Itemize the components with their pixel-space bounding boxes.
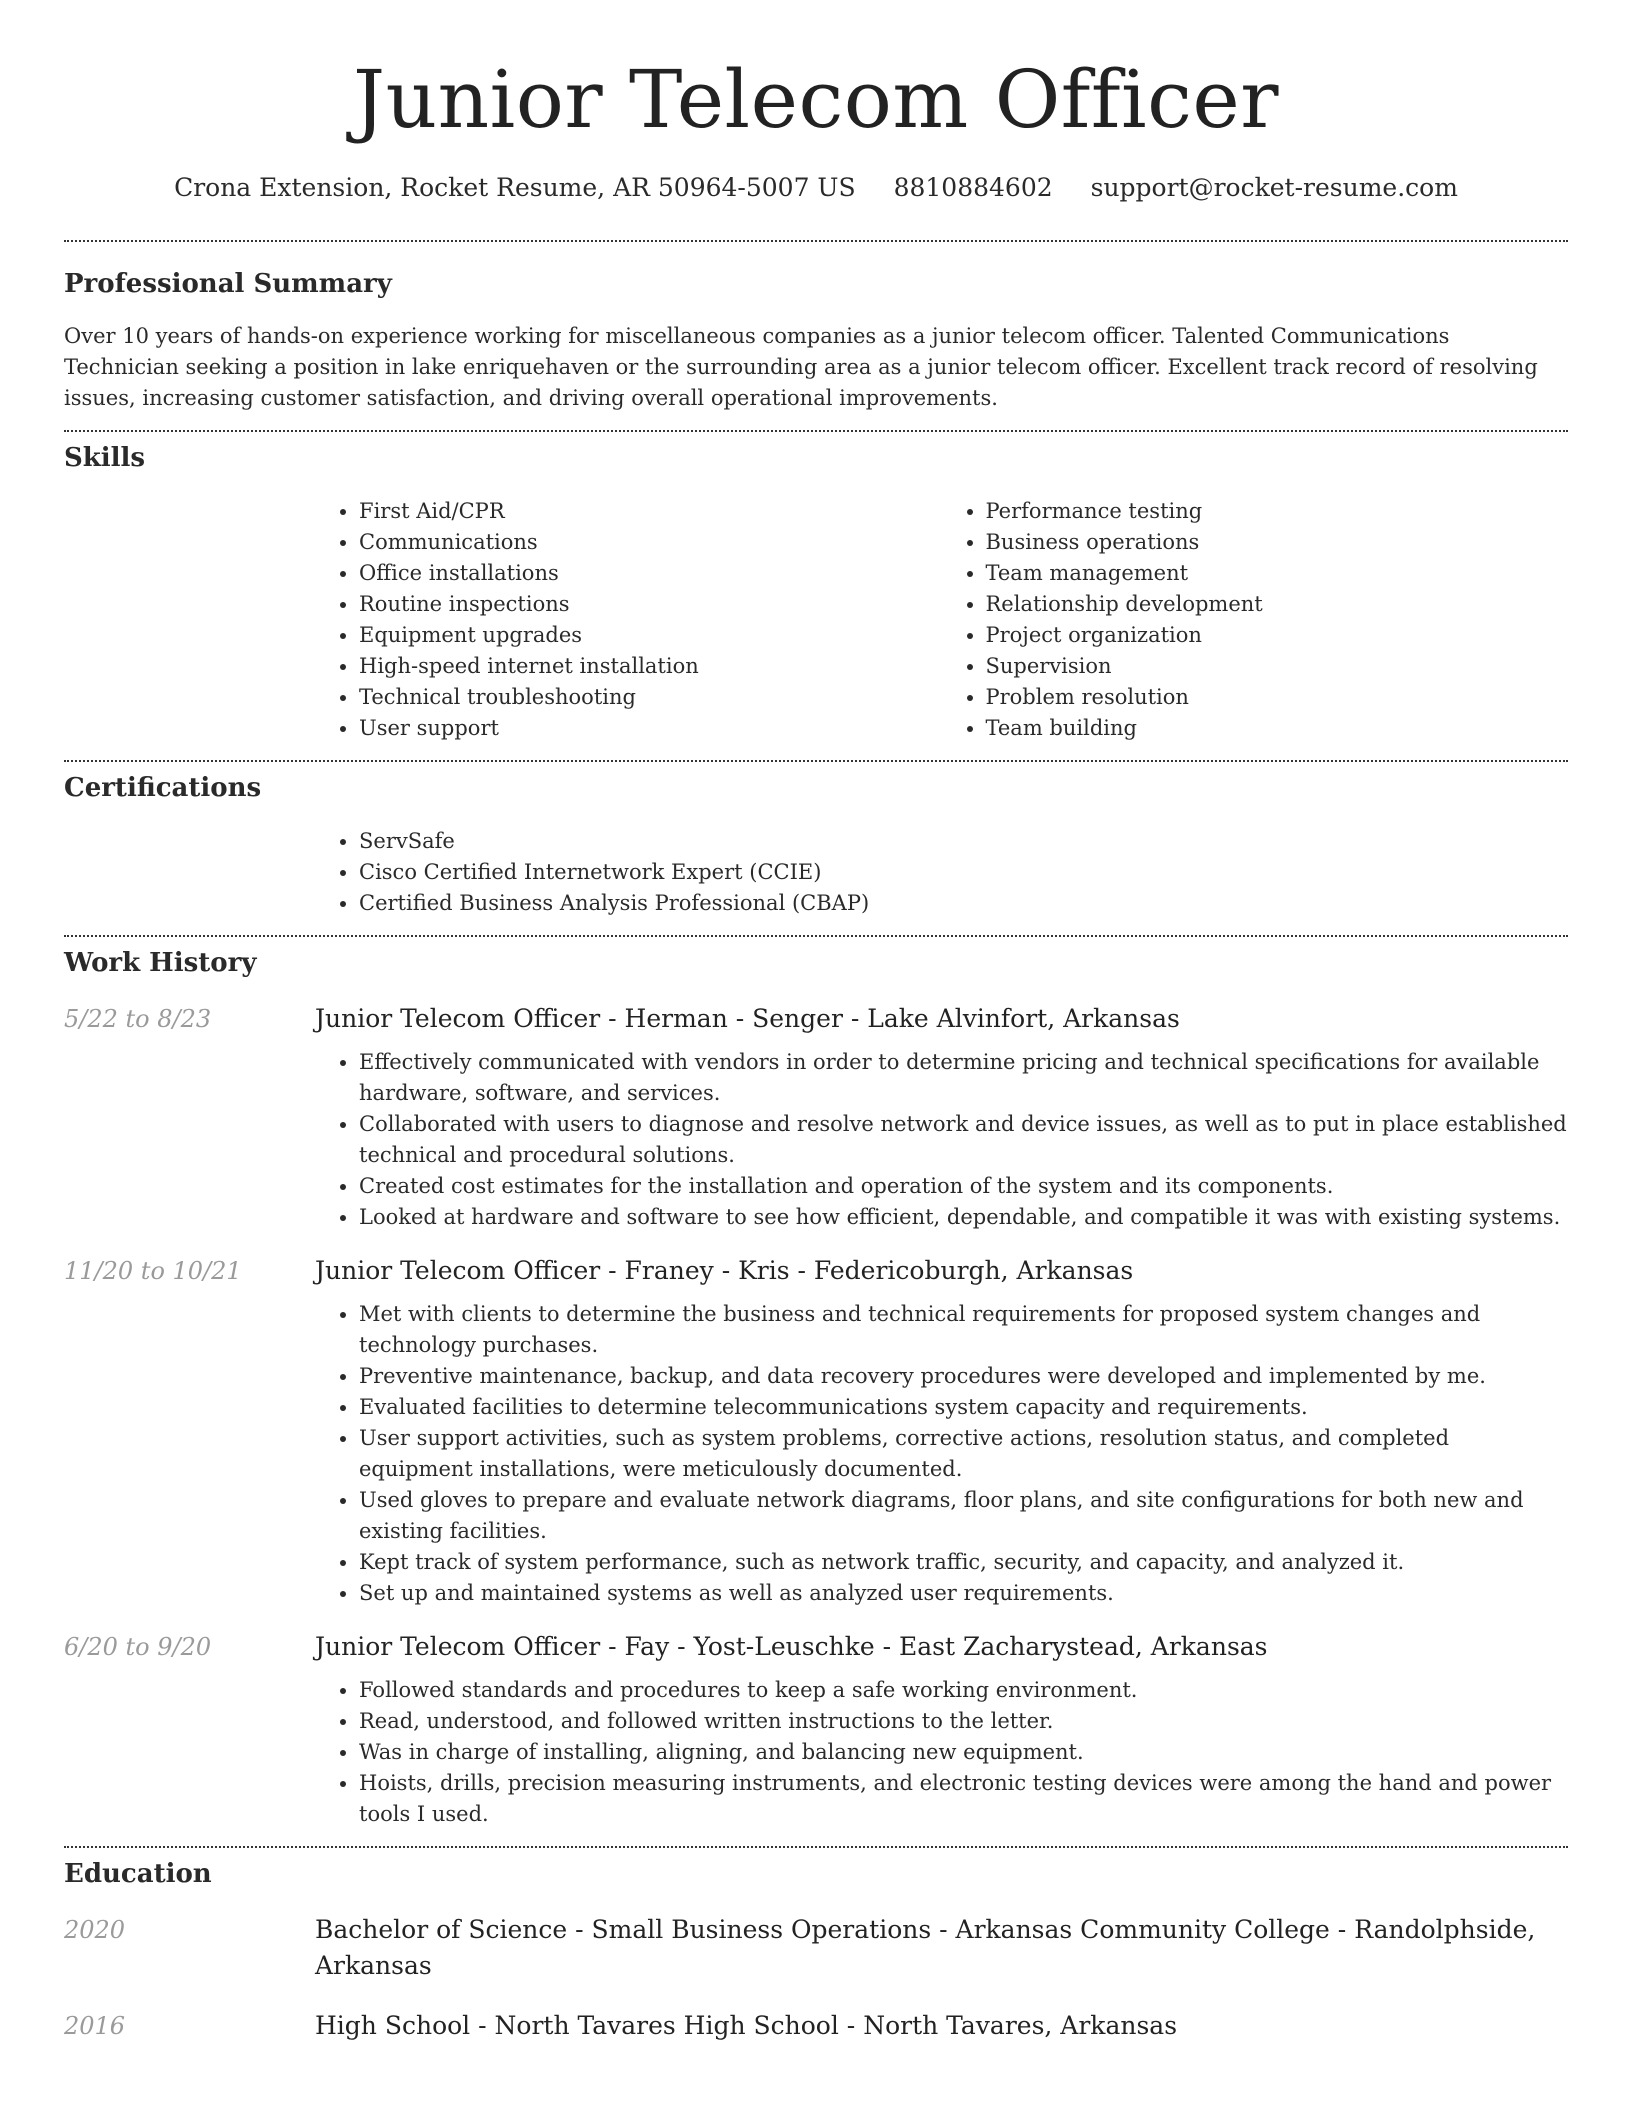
job-entry (64, 1629, 1568, 1830)
list-item: • User support (359, 713, 942, 744)
job-title: Junior Telecom Officer - Franey - Kris - Federicoburgh, Arkansas (315, 1256, 1134, 1285)
education-section (64, 1848, 1568, 2044)
job-entry (64, 1253, 1568, 1609)
list-item: • Collaborated with users to diagnose and resolve network and device issues, as well as to put in place established technical and procedural solutions. (359, 1109, 1568, 1171)
job-title: Junior Telecom Officer - Fay - Yost-Leuschke - East Zacharystead, Arkansas (315, 1632, 1268, 1661)
list-item: • ServSafe (359, 826, 1568, 857)
education-year: 2016 (64, 2012, 126, 2040)
list-item: • Kept track of system performance, such as network traffic, security, and capacity, and analyzed it. (359, 1547, 1568, 1578)
list-item: • Certified Business Analysis Professional (CBAP) (359, 888, 1568, 919)
list-item: • Cisco Certified Internetwork Expert (CCIE) (359, 857, 1568, 888)
education-title: High School - North Tavares High School - North Tavares, Arkansas (315, 2011, 1178, 2040)
summary-text: Over 10 years of hands-on experience working for miscellaneous companies as a junior telecom officer. Talented Communications Technician seeking a position in lake enriquehaven or the surrounding area as a junior telecom officer. Excellent track record of resolving issues, increasing customer satisfaction, and driving overall operational improvements. (64, 324, 1538, 410)
work-history-heading: Work History (64, 948, 257, 978)
job-bullets (315, 1299, 1568, 1609)
list-item: • First Aid/CPR (359, 496, 942, 527)
job-body (315, 1001, 1568, 1233)
list-item: • Set up and maintained systems as well as analyzed user requirements. (359, 1578, 1568, 1609)
list-item: • Supervision (986, 651, 1569, 682)
skills-list-right (942, 496, 1569, 744)
skills-list-left (315, 496, 942, 744)
job-bullets (315, 1047, 1568, 1233)
contact-address: Crona Extension, Rocket Resume, AR 50964-5007 US (174, 173, 856, 202)
list-item: • Hoists, drills, precision measuring instruments, and electronic testing devices were among the hand and power tools I used. (359, 1768, 1568, 1830)
job-dates: 11/20 to 10/21 (64, 1257, 242, 1285)
certifications-heading: Certifications (64, 773, 262, 803)
job-body (315, 1253, 1568, 1609)
list-item: • Created cost estimates for the installation and operation of the system and its components. (359, 1171, 1568, 1202)
job-dates: 6/20 to 9/20 (64, 1633, 212, 1661)
list-item: • Effectively communicated with vendors in order to determine pricing and technical specifications for available hardware, software, and services. (359, 1047, 1568, 1109)
skills-heading: Skills (64, 443, 146, 473)
list-item: • Office installations (359, 558, 942, 589)
list-item: • Routine inspections (359, 589, 942, 620)
list-item: • User support activities, such as system problems, corrective actions, resolution status, and completed equipment installations, were meticulously documented. (359, 1423, 1568, 1485)
list-item: • Preventive maintenance, backup, and data recovery procedures were developed and implemented by me. (359, 1361, 1568, 1392)
education-title: Bachelor of Science - Small Business Operations - Arkansas Community College - Randolphside, Arkansas (315, 1915, 1536, 1980)
education-entry (64, 1912, 1568, 1984)
list-item: • Met with clients to determine the business and technical requirements for proposed system changes and technology purchases. (359, 1299, 1568, 1361)
list-item: • High-speed internet installation (359, 651, 942, 682)
list-item: • Project organization (986, 620, 1569, 651)
list-item: • Problem resolution (986, 682, 1569, 713)
summary-heading: Professional Summary (64, 269, 392, 299)
list-item: • Evaluated facilities to determine telecommunications system capacity and requirements. (359, 1392, 1568, 1423)
list-item: • Technical troubleshooting (359, 682, 942, 713)
certifications-list (315, 826, 1568, 919)
list-item: • Used gloves to prepare and evaluate network diagrams, floor plans, and site configurations for both new and existing facilities. (359, 1485, 1568, 1547)
education-year: 2020 (64, 1916, 126, 1944)
list-item: • Performance testing (986, 496, 1569, 527)
contact-line (64, 172, 1568, 204)
list-item: • Communications (359, 527, 942, 558)
summary-section (64, 242, 1568, 430)
contact-phone: 8810884602 (893, 173, 1053, 202)
education-heading: Education (64, 1859, 212, 1889)
certifications-section (64, 762, 1568, 935)
list-item: • Was in charge of installing, aligning, and balancing new equipment. (359, 1737, 1568, 1768)
resume-name: Junior Telecom Officer (353, 53, 1279, 146)
list-item: • Followed standards and procedures to keep a safe working environment. (359, 1675, 1568, 1706)
education-entry (64, 2008, 1568, 2044)
job-bullets (315, 1675, 1568, 1830)
job-entry (64, 1001, 1568, 1233)
list-item: • Relationship development (986, 589, 1569, 620)
education-list (64, 1912, 1568, 2044)
job-title: Junior Telecom Officer - Herman - Senger - Lake Alvinfort, Arkansas (315, 1004, 1180, 1033)
skills-section (64, 432, 1568, 760)
list-item: • Equipment upgrades (359, 620, 942, 651)
list-item: • Team management (986, 558, 1569, 589)
list-item: • Team building (986, 713, 1569, 744)
education-body (315, 1912, 1568, 1984)
job-dates: 5/22 to 8/23 (64, 1005, 212, 1033)
list-item: • Looked at hardware and software to see how efficient, dependable, and compatible it was with existing systems. (359, 1202, 1568, 1233)
list-item: • Business operations (986, 527, 1569, 558)
contact-email: support@rocket-resume.com (1090, 173, 1458, 202)
job-body (315, 1629, 1568, 1830)
work-history-section (64, 937, 1568, 1846)
list-item: • Read, understood, and followed written instructions to the letter. (359, 1706, 1568, 1737)
education-body (315, 2008, 1568, 2044)
skills-grid (315, 496, 1568, 744)
resume-page (64, 0, 1568, 2068)
certifications-wrap (315, 826, 1568, 919)
jobs-list (64, 1001, 1568, 1830)
